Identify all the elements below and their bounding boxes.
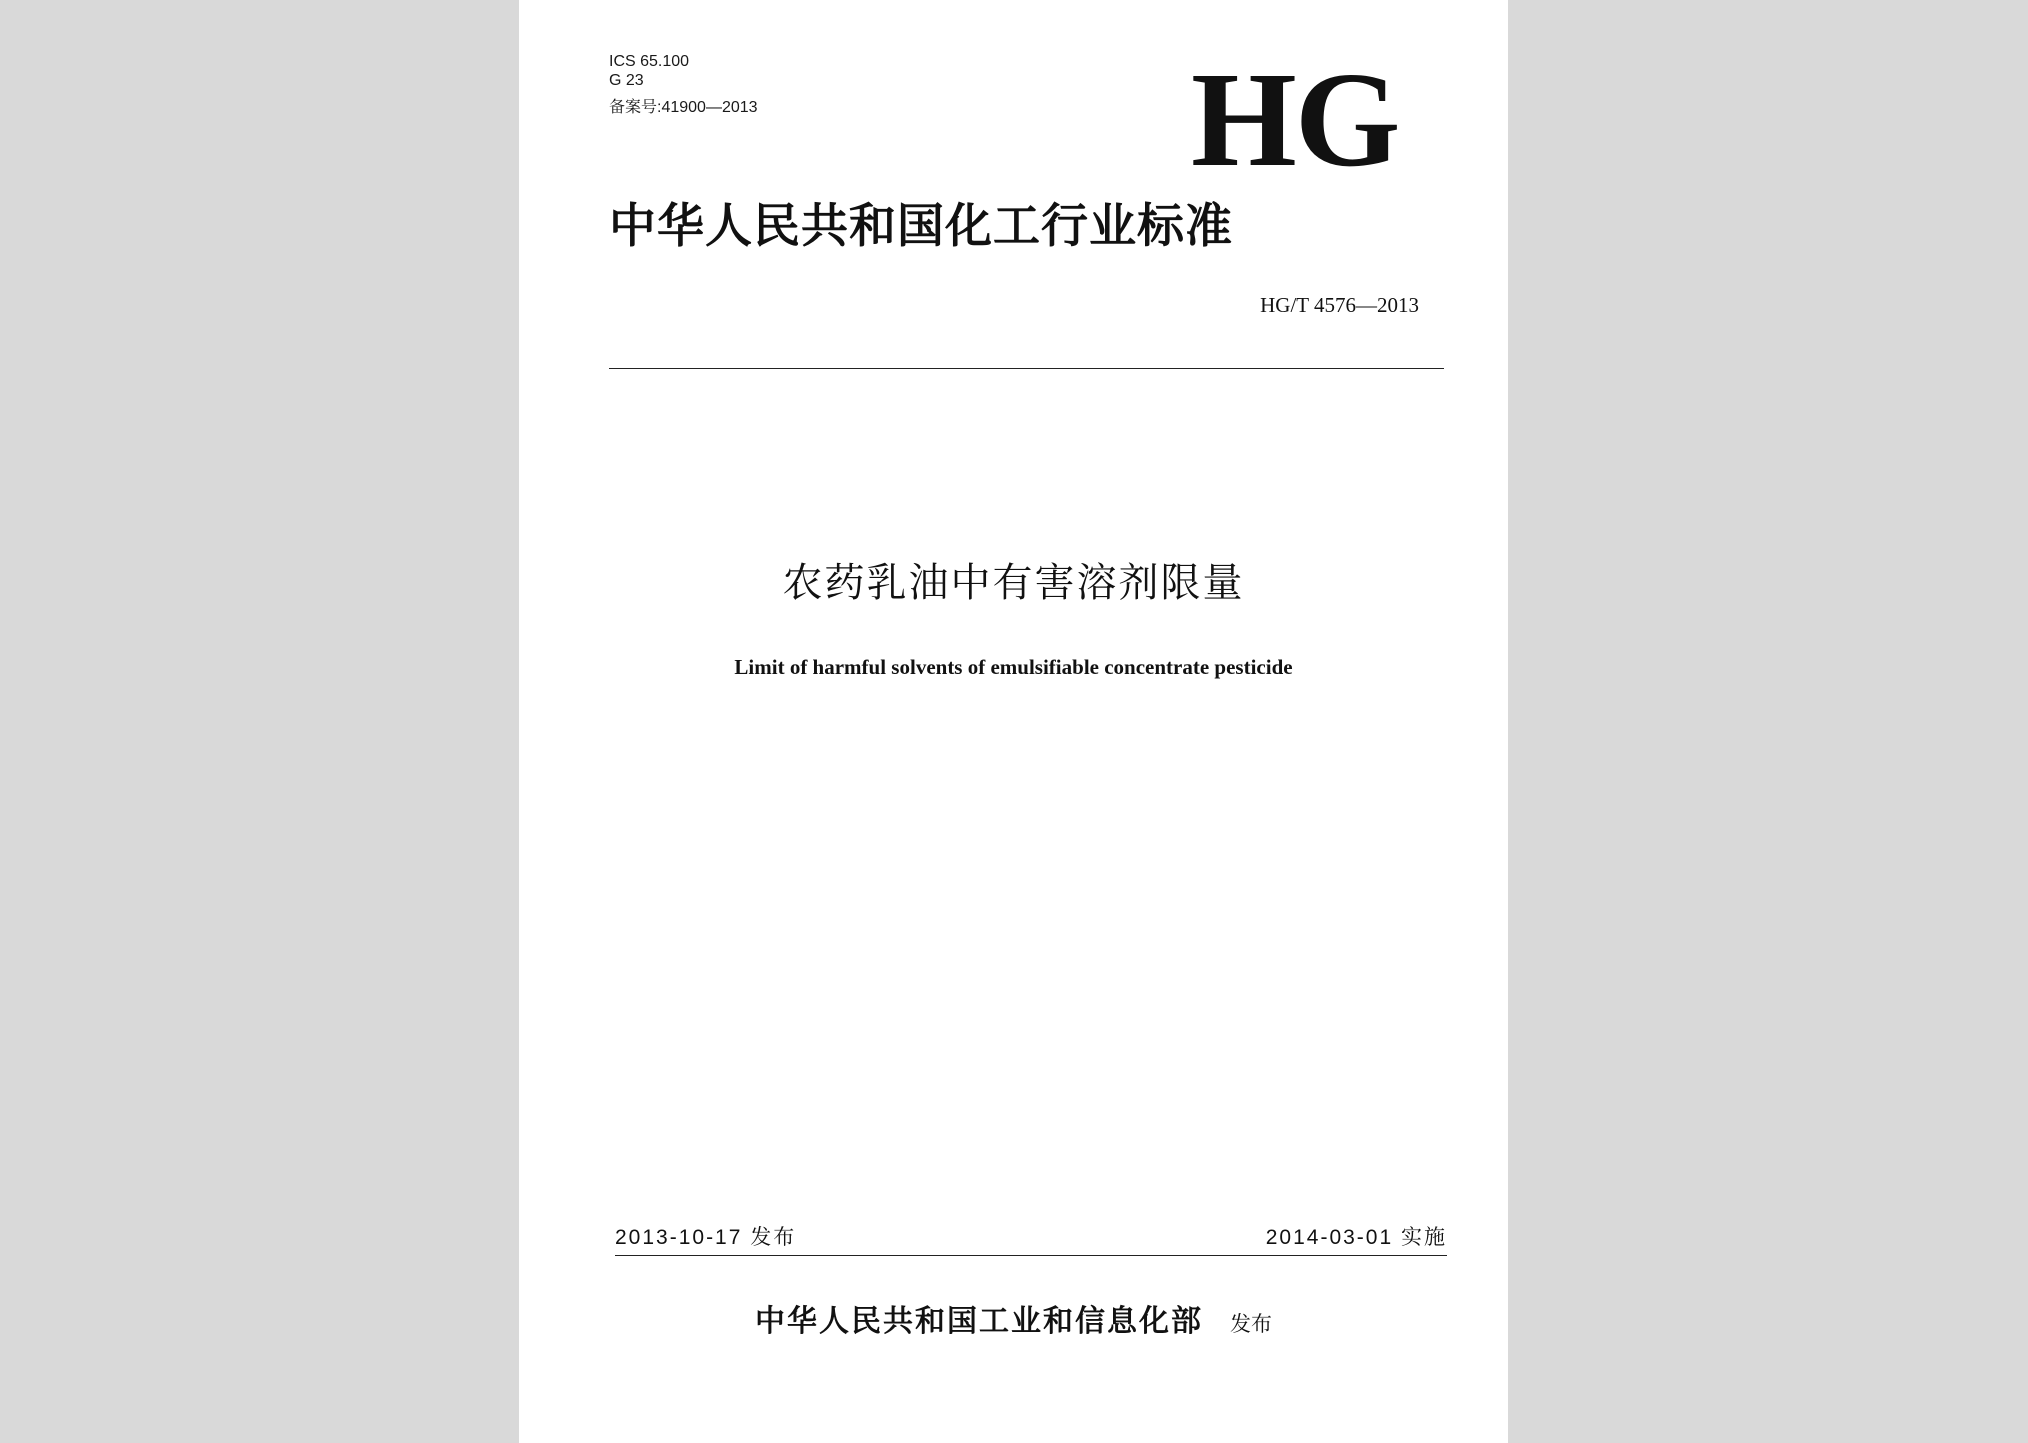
standard-title: 中华人民共和国化工行业标准 — [609, 199, 1233, 254]
publisher-line — [519, 1302, 1508, 1344]
ccs-code: G 23 — [609, 72, 644, 89]
record-number: 备案号:41900—2013 — [609, 99, 758, 116]
document-title-zh: 农药乳油中有害溶剂限量 — [782, 560, 1245, 606]
implementation-date: 2014-03-01 实施 — [1265, 1226, 1447, 1249]
hg-logo: HG — [1191, 45, 1399, 195]
standard-number: HG/T 4576—2013 — [1260, 293, 1419, 317]
header-divider — [609, 368, 1444, 369]
document-page — [519, 0, 1508, 1443]
document-title-en: Limit of harmful solvents of emulsifiable concentrate pesticide — [734, 655, 1293, 679]
ics-code: ICS 65.100 — [609, 53, 690, 70]
publisher-name: 中华人民共和国工业和信息化部 — [754, 1304, 1203, 1339]
issue-date: 2013-10-17 发布 — [615, 1226, 797, 1249]
footer-divider — [615, 1255, 1447, 1256]
publisher-suffix: 发布 — [1230, 1312, 1273, 1336]
